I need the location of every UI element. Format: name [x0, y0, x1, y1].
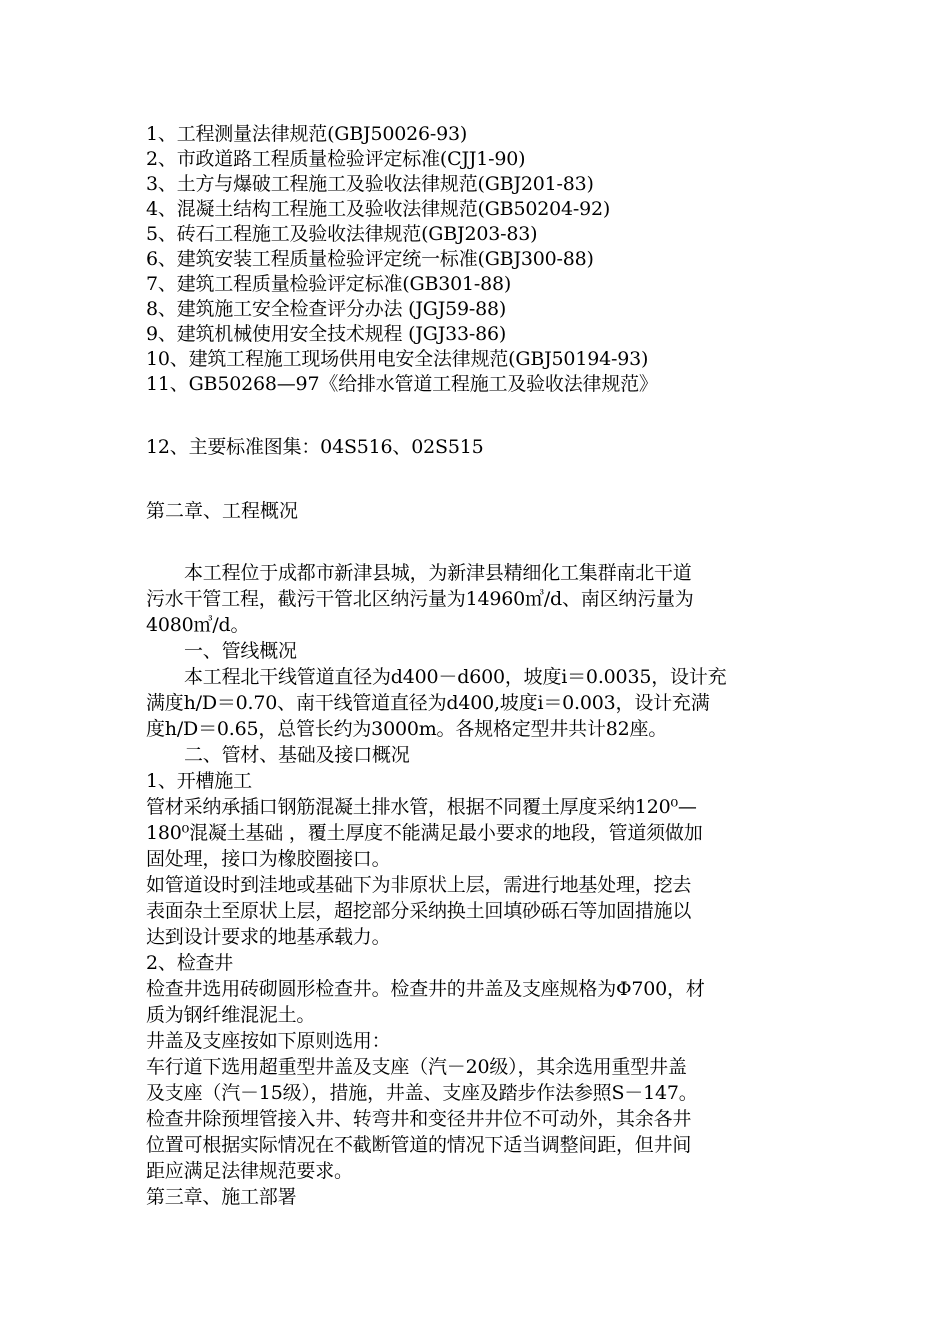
section-2-title: 二、管材、基础及接口概况: [184, 744, 410, 766]
paragraph-line: 如管道设时到洼地或基础下为非原状上层，需进行地基处理，挖去: [146, 874, 692, 896]
standard-item: 11、GB50268—97《给排水管道工程施工及验收法律规范》: [146, 373, 658, 395]
standard-item-12: 12、主要标准图集：04S516、02S515: [146, 436, 484, 458]
paragraph-line: 表面杂土至原状上层，超挖部分采纳换土回填砂砾石等加固措施以: [146, 900, 692, 922]
standard-item: 3、土方与爆破工程施工及验收法律规范(GBJ201-83): [146, 173, 594, 195]
inspection-paragraph: [146, 976, 811, 1184]
paragraph-line: 车行道下选用超重型井盖及支座（汽－20级），其余选用重型井盖: [146, 1056, 687, 1078]
paragraph-line: 达到设计要求的地基承载力。: [146, 926, 391, 948]
standard-item: 8、建筑施工安全检查评分办法 (JGJ59-88): [146, 298, 507, 320]
subsection-1-title: 1、开槽施工: [146, 770, 252, 792]
standard-item: 5、砖石工程施工及验收法律规范(GBJ203-83): [146, 223, 538, 245]
paragraph-line: 度h/D＝0.65，总管长约为3000m。各规格定型井共计82座。: [146, 718, 668, 740]
overview-paragraph: [146, 560, 811, 638]
paragraph-line: 4080㎥/d。: [146, 614, 250, 636]
standard-item: 1、工程测量法律规范(GBJ50026-93): [146, 123, 468, 145]
paragraph-line: 距应满足法律规范要求。: [146, 1160, 353, 1182]
paragraph-line: 污水干管工程，截污干管北区纳污量为14960㎥/d、南区纳污量为: [146, 588, 694, 610]
standard-item: 2、市政道路工程质量检验评定标准(CJJ1-90): [146, 148, 526, 170]
standard-item: 6、建筑安装工程质量检验评定统一标准(GBJ300-88): [146, 248, 594, 270]
pipeline-paragraph: [146, 664, 811, 742]
paragraph-line: 固处理，接口为橡胶圈接口。: [146, 848, 391, 870]
chapter-2-title: 第二章、工程概况: [146, 500, 299, 522]
standard-item: 7、建筑工程质量检验评定标准(GB301-88): [146, 273, 512, 295]
paragraph-line: 180⁰混凝土基础 ，覆土厚度不能满足最小要求的地段，管道须做加: [146, 822, 703, 844]
paragraph-line: 井盖及支座按如下原则选用：: [146, 1030, 391, 1052]
subsection-2-title: 2、检查井: [146, 952, 234, 974]
standard-item: 9、建筑机械使用安全技术规程 (JGJ33-86): [146, 323, 507, 345]
trench-paragraph: [146, 794, 811, 950]
paragraph-line: 位置可根据实际情况在不截断管道的情况下适当调整间距，但井间: [146, 1134, 692, 1156]
paragraph-line: 及支座（汽－15级），措施，井盖、支座及踏步作法参照S－147。: [146, 1082, 698, 1104]
paragraph-line: 管材采纳承插口钢筋混凝土排水管，根据不同覆土厚度采纳120⁰—: [146, 796, 697, 818]
paragraph-line: 满度h/D＝0.70、南干线管道直径为d400,坡度i＝0.003，设计充满: [146, 692, 710, 714]
standards-list: [146, 122, 811, 397]
paragraph-line: 检查井除预埋管接入井、转弯井和变径井井位不可动外，其余各井: [146, 1108, 692, 1130]
section-1-title: 一、管线概况: [184, 640, 297, 662]
paragraph-line: 本工程北干线管道直径为d400－d600，坡度i＝0.0035，设计充: [184, 666, 727, 688]
paragraph-line: 质为钢纤维混泥土。: [146, 1004, 316, 1026]
standard-item: 10、建筑工程施工现场供用电安全法律规范(GBJ50194-93): [146, 348, 649, 370]
chapter-3-title: 第三章、施工部署: [146, 1186, 297, 1208]
paragraph-line: 本工程位于成都市新津县城，为新津县精细化工集群南北干道: [184, 562, 692, 584]
standard-item: 4、混凝土结构工程施工及验收法律规范(GB50204-92): [146, 198, 611, 220]
paragraph-line: 检查井选用砖砌圆形检查井。检查井的井盖及支座规格为Φ700，材: [146, 978, 705, 1000]
document-body: [146, 122, 811, 1210]
